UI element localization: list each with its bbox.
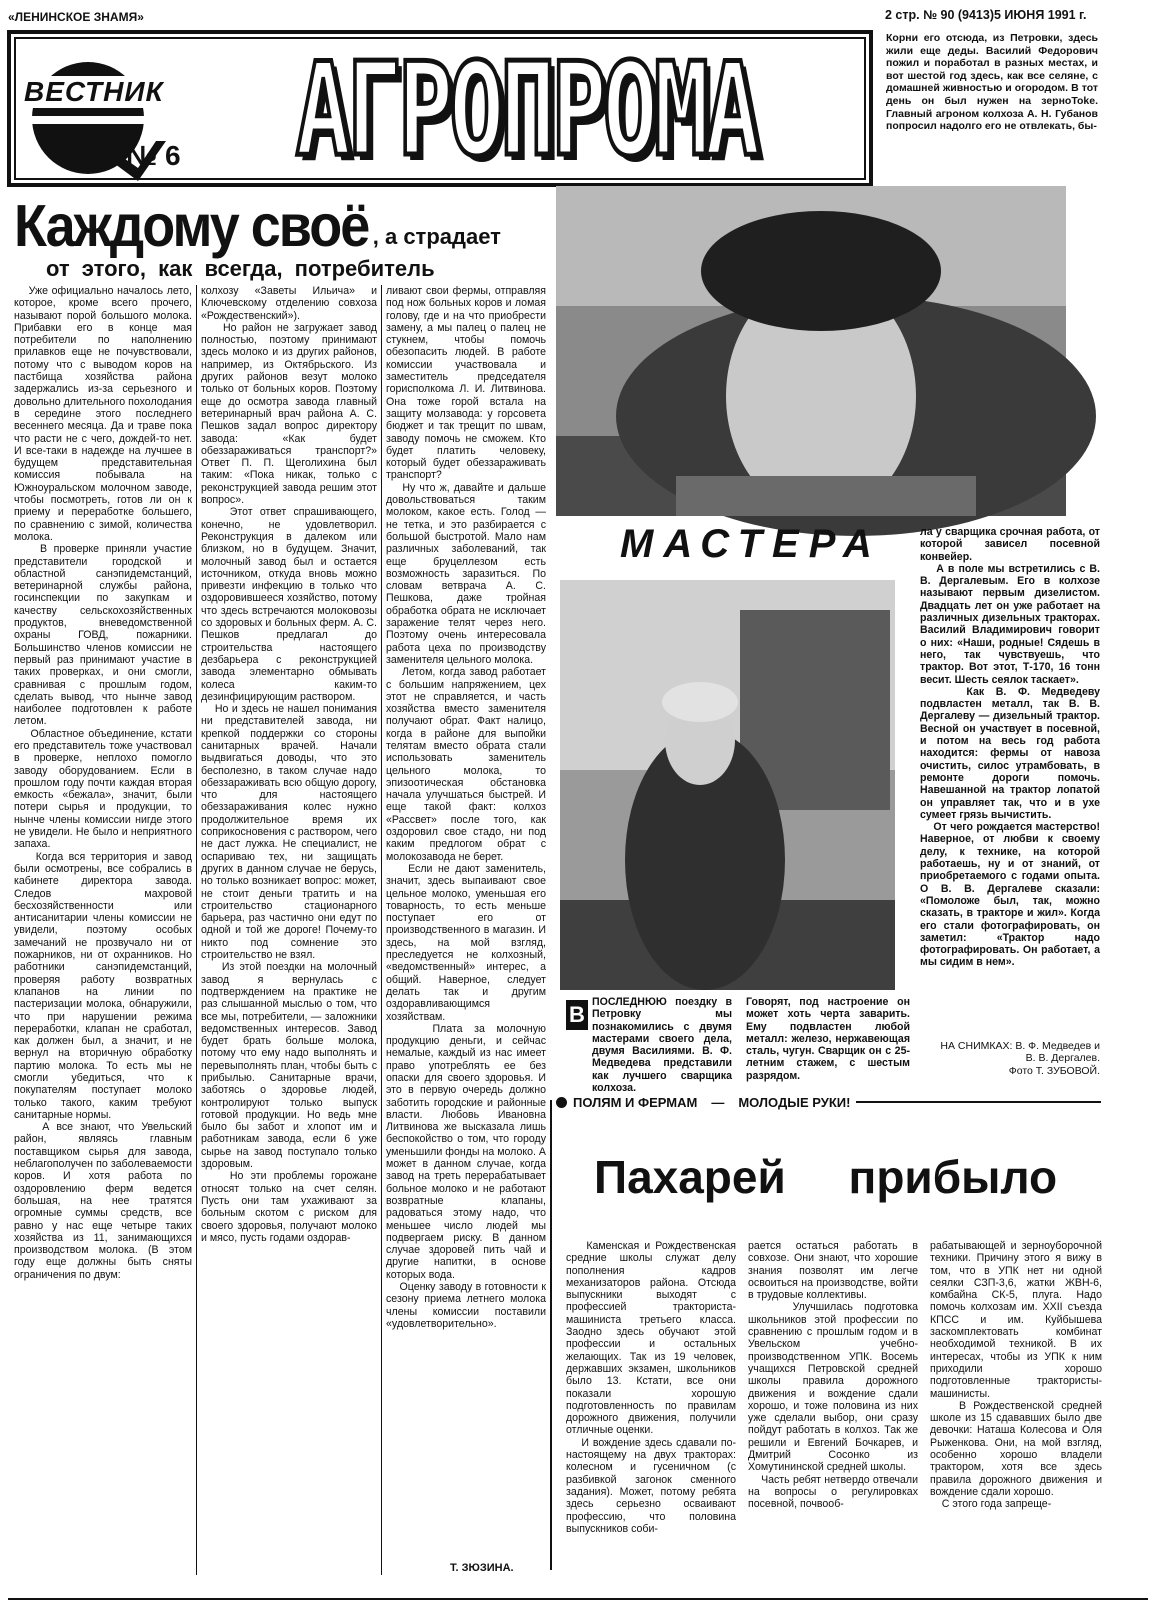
headline-small: , а страдает <box>372 224 501 249</box>
mastera-title: МАСТЕРА <box>620 522 882 566</box>
logo-band <box>26 116 186 124</box>
column-divider <box>381 285 382 1575</box>
rubric-dash: — <box>711 1094 725 1110</box>
article2-col3: рабатывающей и зерноуборочной техники. Причину этого я вижу в том, что в УПК нет ни одной сеялки СЗП-3,6, жатки ЖВН-6, комбайна СК-5, плуга. Надо помочь колхозам им. XXII съезда КПСС и им. Куйбышева заскомплектовать комбинат необходимой техникой. В их интересах, чтобы из УПК к ним приходили хорошо подготовленные трактористы-машинисты. В Рождественской средней школе из 15 сдававших было две девочки: Наташа Колесова и Оля Рыженкова. Они, на мой взгляд, особенно хорошо владели трактором, хотя все здесь правила дорожного движения и вождение сдали хорошо. С этого года запреще- <box>930 1240 1102 1511</box>
top-right-text: Корни его отсюда, из Петровки, здесь жили еще деды. Василий Федорович пожил и поработал в разных местах, и вот шестой год здесь, как все селяне, с домашней живностью и огородом. В тот день он был нужен на зерноToke. Главный агроном колхоза А. Н. Губанов попросил надолго его не отвлекать, бы- <box>886 32 1101 133</box>
article1-col2: колхозу «Заветы Ильича» и Ключевскому отделению совхоза «Рождественский»). Но район не загружает завод полностью, поэтому принимают здесь молоко и из других районов, например, из Октябрьского. Из других районов везут молоко только от больных коров. Поэтому еще до осмотра завода главный ветеринарный врач района А. С. Пешков задал вопрос директору завода: «Как будет обеззараживаться транспорт?» Ответ П. П. Щеголихина был таким: «Пока никак, только с реконструкцией завода решим этот вопрос». Этот ответ спрашивающего, конечно, не удовлетворил. Реконструкция в далеком или близком, но в будущем. Значит, молочный завод был и остается источником, откуда вновь можно привезти инфекцию в только что оздоровившееся хозяйство, потому что здесь встречаются молоковозы со здоровых и больных ферм. А. С. Пешков предлагал до строительства настоящего дезбарьера с реконструкцией завода элементарно обмывать колеса каким-то дезинфицирующим раствором. Но и здесь не нашел понимания ни представителей завода, ни крепкой поддержки со стороны санитарных врачей. Начали выдвигаться доводы, что это бесполезно, в таком случае надо обеззараживать всю общую дорогу, что для настоящего обеззараживания колес нужно продолжительное время их соприкосновения с раствором, чего не даст лужка. Не специалист, не оспариваю тех, ни защищать других в данном случае не берусь, но только возникает вопрос: может, не стоит деньги тратить и на строительство стационарного барьера, раз частично они едут по одной и той же дороге! Почему-то никто под сомнение это строительство не взял. Из этой поездки на молочный завод я вернулась с подтверждением на практике не раз слышанной мыслью о том, что все мы, потребители, — заложники ведомственных интересов. Завод будет брать больше молока, потому что ему надо выполнять и перевыполнять план, чтобы быть с прибылью. Санитарные врачи, заботясь о здоровье людей, контролируют только выпуск готовой продукции. Но ведь мне было бы забот и хлопот им и работникам завода, если 6 уже сырье на завод поступало только здоровым. Но эти проблемы горожане относят только на счет селян. Пусть они там ухаживают за больным скотом с риском для своего здоровья, получают молоко и мясо, пусть годами оздорав- <box>201 285 377 1244</box>
rubric-bar <box>556 1092 1101 1112</box>
article1-author: Т. ЗЮЗИНА. <box>450 1562 514 1574</box>
article1-headline <box>14 195 501 257</box>
photo-image-2 <box>560 580 895 990</box>
rubric-left: ПОЛЯМ И ФЕРМАМ <box>573 1094 698 1110</box>
issue-number: № 6 <box>126 140 181 171</box>
headline-big: Каждому своё <box>14 193 369 259</box>
dropcap-letter: В <box>566 1000 588 1030</box>
photo-medvedev-portrait <box>556 186 1066 516</box>
agroproma-title: АГРОПРОМА <box>295 36 757 185</box>
photo-image-1 <box>556 186 1066 516</box>
article1-col1: Уже официально началось лето, которое, кроме всего прочего, называют порой большого молока. Прибавки его в конце мая потребители по наполнению прилавков еще не почувствовали, потому что с выводом коров на пастбища хозяйства района задержались из-за серьезного и довольно длительного похолодания в середине этого последнего весеннего месяца. Да и траве пока что расти не с чего, дождей-то нет. И все-таки в надежде на лучшее в будущем представительная комиссия побывала на Южноуральском молочном заводе, чтобы посмотреть, готов ли он к приему и переработке большего, по сравнению с зимой, количества молока. В проверке приняли участие представители городской и областной санэпидемстанций, ветеринарной службы района, госинспекции по закупкам и качеству сельскохозяйственных продуктов, вневедомственной охраны ГОВД, пожарники. Большинство членов комиссии не первый раз принимают участие в таких проверках, и они смогли, сравнивая с прошлым годом, сделать вывод, что нынче завод наиболее подготовлен к работе летом. Областное объединение, кстати его представитель тоже участвовал в проверке, неплохо помогло заводу оборудованием. Если в прошлом году почти каждая вторая емкость «бежала», значит, были потери сырья и продукции, то нынче члены комиссии нигде этого не увидели. Не было и неприятного запаха. Когда вся территория и завод были осмотрены, все собрались в кабинете директора завода. Следов махровой бесхозяйственности или антисанитарии члены комиссии не увидели, поэтому особых замечаний не прозвучало ни от пожарников, ни от охранников. Но работники санэпидемстанций, проверяя работу возвратных клапанов на линии по пастеризации молока, обнаружили, что при нарушении режима переработки, клапан не сработал, как должен был, а значит, и не вернул на вторичную обработку партию молока. То есть мы не смогли убедиться, что к покупателям поступает молоко только такого, каким требуют санитарные нормы. А все знают, что Увельский район, являясь главным поставщиком сырья для завода, неблагополучен по заболеваемости коров. И хотя работа по оздоровлению ферм ведется большая, на нее тратятся огромные суммы средств, все равно у нас еще четыре таких хозяйства из 11, занимающихся производством молока. (В этом году еще должны быть сняты ограничения по двум: <box>14 285 193 1281</box>
article2-headline: Пахарей прибыло <box>594 1151 1058 1203</box>
masters-right-column: ла у сварщика срочная работа, от которой зависел посевной конвейер. А в поле мы встретились с В. В. Дергалевым. Его в колхозе называют первым дизелистом. Двадцать лет он уже работает на различных дизельных тракторах. Василий Владимирович говорит о них: «Наши, родные! Сядешь в него, так чувствуешь, что трактор. Вот этот, Т-170, 16 тонн весит. Шесть сеялок таскает». Как В. Ф. Медведеву подвластен металл, так В. В. Дергалеву — дизельный трактор. Весной он участвует в посевной, и потом на весь год работа находится: фермы от навоза очистить, силос утрамбовать, в ремонте дороги помочь. Навешанной на трактор лопатой он управляет так, что и в ухе сумеет грязь вычистить. От чего рождается мастерство! Наверное, от любви к своему делу, к технике, на которой работаешь, ну и от знаний, от приобретаемого с годами опыта. О В. В. Дергалеве сказали: «Помоложе был, так, можно сказать, в тракторе и жил». Когда его стали фотографировать, он заметил: «Трактор надо фотографировать. Он работает, а мы сидим в нем». <box>920 526 1100 969</box>
newspaper-name: «ЛЕНИНСКОЕ ЗНАМЯ» <box>8 10 144 24</box>
bottom-rule <box>8 1598 1148 1600</box>
page-divider <box>550 1100 552 1570</box>
photo-dergalev <box>560 580 895 990</box>
rubric-right: МОЛОДЫЕ РУКИ! <box>738 1094 851 1110</box>
masters-photo-caption: НА СНИМКАХ: В. Ф. Медведев и В. В. Дергалев. Фото Т. ЗУБОВОЙ. <box>940 1040 1100 1077</box>
vestnik-label: ВЕСТНИК <box>24 76 164 107</box>
column-divider <box>196 285 197 1575</box>
article2-col2: рается остаться работать в совхозе. Они знают, что хорошие знания позволят им легче освоиться на производстве, войти в трудовые коллективы. Улучшилась подготовка школьников этой профессии по сравнению с прошлым годом и в Увельском учебно-производственном УПК. Восемь учащихся Петровской средней школы правила дорожного движения и вождение сдали хорошо, и тоже половина из них уже сделали выбор, они сразу пойдут работать в колхоз. Так же решили и Евгений Бочкарев, и Дмитрий Сосонко из Хомутининской средней школы. Часть ребят нетвердо отвечали на вопросы о регулировках посевной, почвооб- <box>748 1240 918 1511</box>
headline-subline: от этого, как всегда, потребитель <box>46 256 435 281</box>
article1-col3: ливают свои фермы, отправляя под нож больных коров и ломая голову, где и на что приобрести замену, а мы палец о палец не стукнем, чтобы помочь обезопасить людей. В работе комиссии участвовала и заместитель председателя горисполкома Л. И. Литвинова. Она тоже горой встала на защиту молзавода: у горсовета бюджет и так трещит по швам, заводу помочь не сможем. Кто будет платить человеку, который будет обеззараживать транспорт? Ну что ж, давайте и дальше довольствоваться таким молоком, какое есть. Голод — не тетка, и это разбирается с большой быстротой. Мало нам различных заболеваний, так еще бруцеллезом есть возможность заразиться. По словам ветврача А. С. Пешкова, даже тройная обработка обрата не исключает заражение телят через него. Поэтому очень интересовала работа цеха по производству заменителя цельного молока. Летом, когда завод работает с большим напряжением, цех этот не справляется, и часть хозяйства вместо заменителя получают обрат. Факт налицо, когда в районе для выпойки телятам вместо обрата стали использовать заменитель цельного молока, то эпизоотическая обстановка начала улучшаться быстрей. И еще такой факт: колхоз «Рассвет» после того, как оздоровил свое стадо, ни под каким предлогом обрат с молокозавода не берет. Если не дают заменитель, значит, здесь выпаивают свое цельное молоко, уменьшая его товарность, то есть меньше поступает его от производственного в магазин. И здесь, на мой взгляд, преследуется не колхозный, «ведомственный» интерес, а общий. Наверное, следует делать так и другим оздоравливающимся хозяйствам. Плата за молочную продукцию деньги, и сейчас немалые, каждый из нас имеет право употреблять ее без опаски для своего здоровья. И это в первую очередь должно заботить городские и районные власти. Любовь Ивановна Литвинова же высказала лишь беспокойство о том, что городу уменьшили фонды на молоко. А может в данном случае, когда завод на треть перерабатывает больное молоко и не работают возвратные клапаны, радоваться этому надо, что меньшее число людей мы подвергаем риску. В данном случае здоровей пить чай и другие напитки, в основе которых вода. Оценку заводу в готовности к сезону приема летнего молока члены комиссии поставили «удовлетворительно». <box>386 285 546 1330</box>
article2-col1: Каменская и Рождественская средние школы служат делу пополнения кадров механизаторов района. Отсюда выпускники выходят с профессией тракториста-машиниста третьего класса. Заодно здесь обучают этой профессии и остальных желающих. Так из 19 человек, державших экзамен, школьников было 13. Кстати, все они показали хорошую подготовленность по правилам дорожного движения, получили отличные оценки. И вождение здесь сдавали по-настоящему на двух тракторах: колесном и гусеничном (с разбивкой загонок сменного задания). Может, потому ребята здесь серьезно осваивают профессию, что половина выпускников соби- <box>566 1240 736 1535</box>
issue-info: 2 стр. № 90 (9413)5 ИЮНЯ 1991 г. <box>885 8 1087 22</box>
masters-caption-left: ПОСЛЕДНЮЮ поездку в Петровку мы познакомились с двумя мастерами своего дела, двумя Василиями. В. Ф. Медведева представили как лучшего сварщика колхоза. <box>592 996 735 1095</box>
agroproma-title-box <box>196 36 856 185</box>
rubric-rule <box>856 1101 1101 1103</box>
masters-caption-mid: Говорят, под настроение он может хоть черта заварить. Ему подвластен любой металл: железо, нержавеющая сталь, чугун. Сварщик он с 25-летним стажем, с шестым разрядом. <box>746 996 913 1082</box>
rubric-bullet-icon <box>556 1097 567 1108</box>
